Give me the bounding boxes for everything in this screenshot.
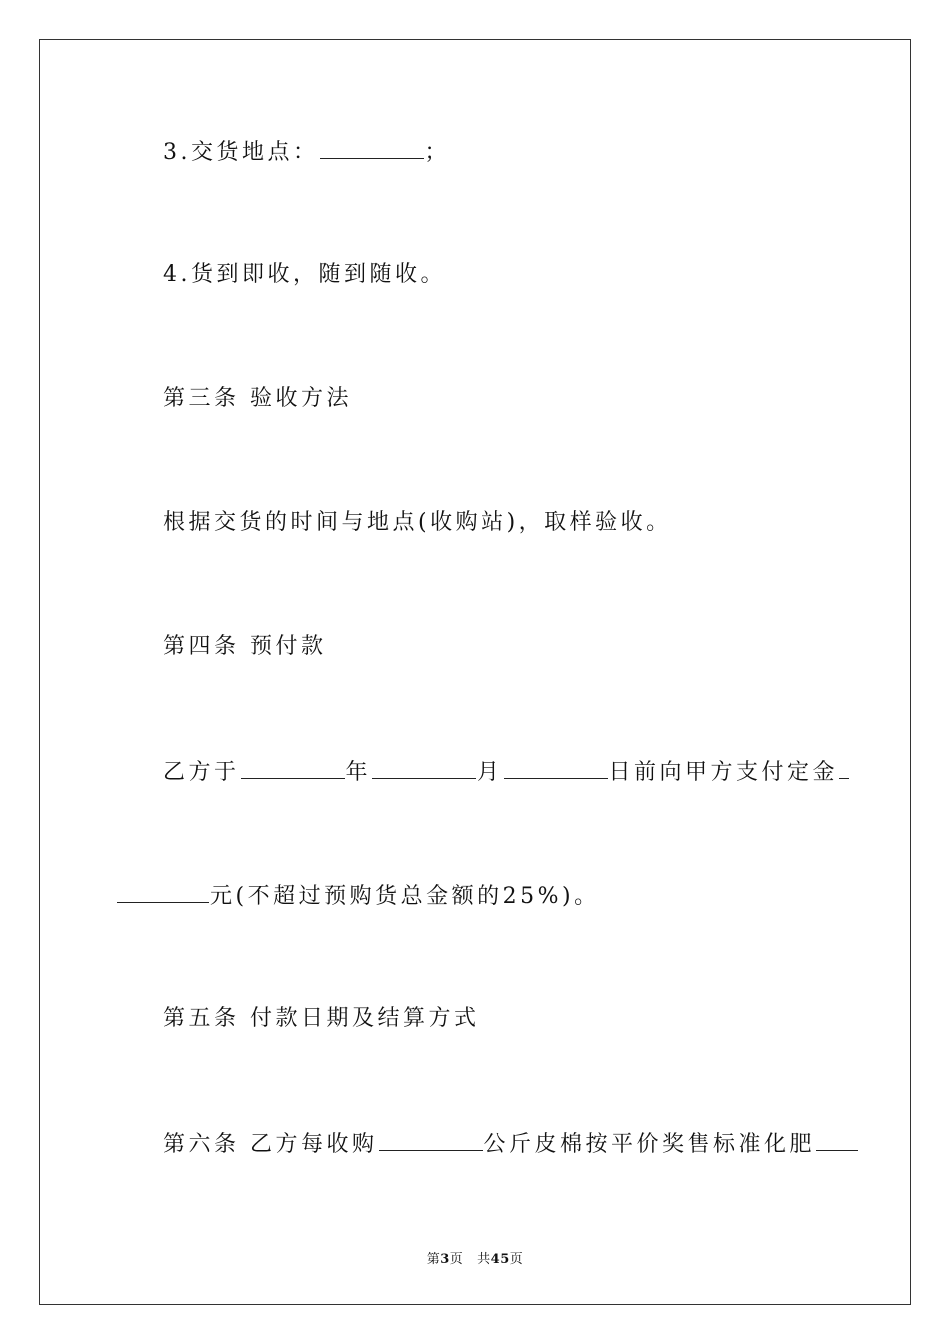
article-six-line — [163, 1128, 859, 1160]
prepay-text-d: 日前向甲方支付定金 — [608, 760, 839, 785]
prepayment-line-1 — [163, 756, 850, 788]
line-delivery-location — [163, 136, 450, 168]
article-five-heading: 第五条 付款日期及结算方式 — [163, 1006, 480, 1031]
blank-amount — [117, 880, 209, 903]
blank-fertilizer — [816, 1128, 858, 1151]
article-six-text-b: 公斤皮棉按平价奖售标准化肥 — [483, 1132, 816, 1157]
blank-field — [320, 136, 424, 159]
article-six-text-a: 第六条 乙方每收购 — [163, 1132, 378, 1157]
semicolon: ； — [424, 140, 451, 165]
page-footer — [0, 1248, 950, 1267]
prepay-text-c: 月 — [477, 760, 503, 785]
blank-amount-start — [839, 756, 849, 779]
footer-page-prefix: 第 — [426, 1252, 441, 1267]
delivery-location-label: 3.交货地点： — [163, 140, 319, 165]
footer-total-pages: 45 — [490, 1252, 510, 1267]
page-border — [39, 39, 911, 1305]
prepayment-line-2 — [116, 880, 600, 912]
line-receive-on-arrival: 4.货到即收，随到随收。 — [163, 262, 446, 287]
prepay-text-b: 年 — [345, 760, 372, 785]
blank-month — [372, 756, 476, 779]
blank-quantity — [379, 1128, 483, 1151]
footer-page-suffix: 页 — [509, 1252, 524, 1267]
footer-current-page: 3 — [440, 1252, 450, 1267]
article-four-heading: 第四条 预付款 — [163, 634, 327, 659]
blank-year — [241, 756, 345, 779]
prepay-amount-text: 元(不超过预购货总金额的25%)。 — [210, 884, 600, 909]
article-three-heading: 第三条 验收方法 — [163, 386, 352, 411]
prepay-text-a: 乙方于 — [163, 760, 240, 785]
footer-page-mid: 页 共 — [449, 1252, 491, 1267]
inspection-method-text: 根据交货的时间与地点(收购站)，取样验收。 — [163, 510, 672, 535]
blank-day — [504, 756, 608, 779]
